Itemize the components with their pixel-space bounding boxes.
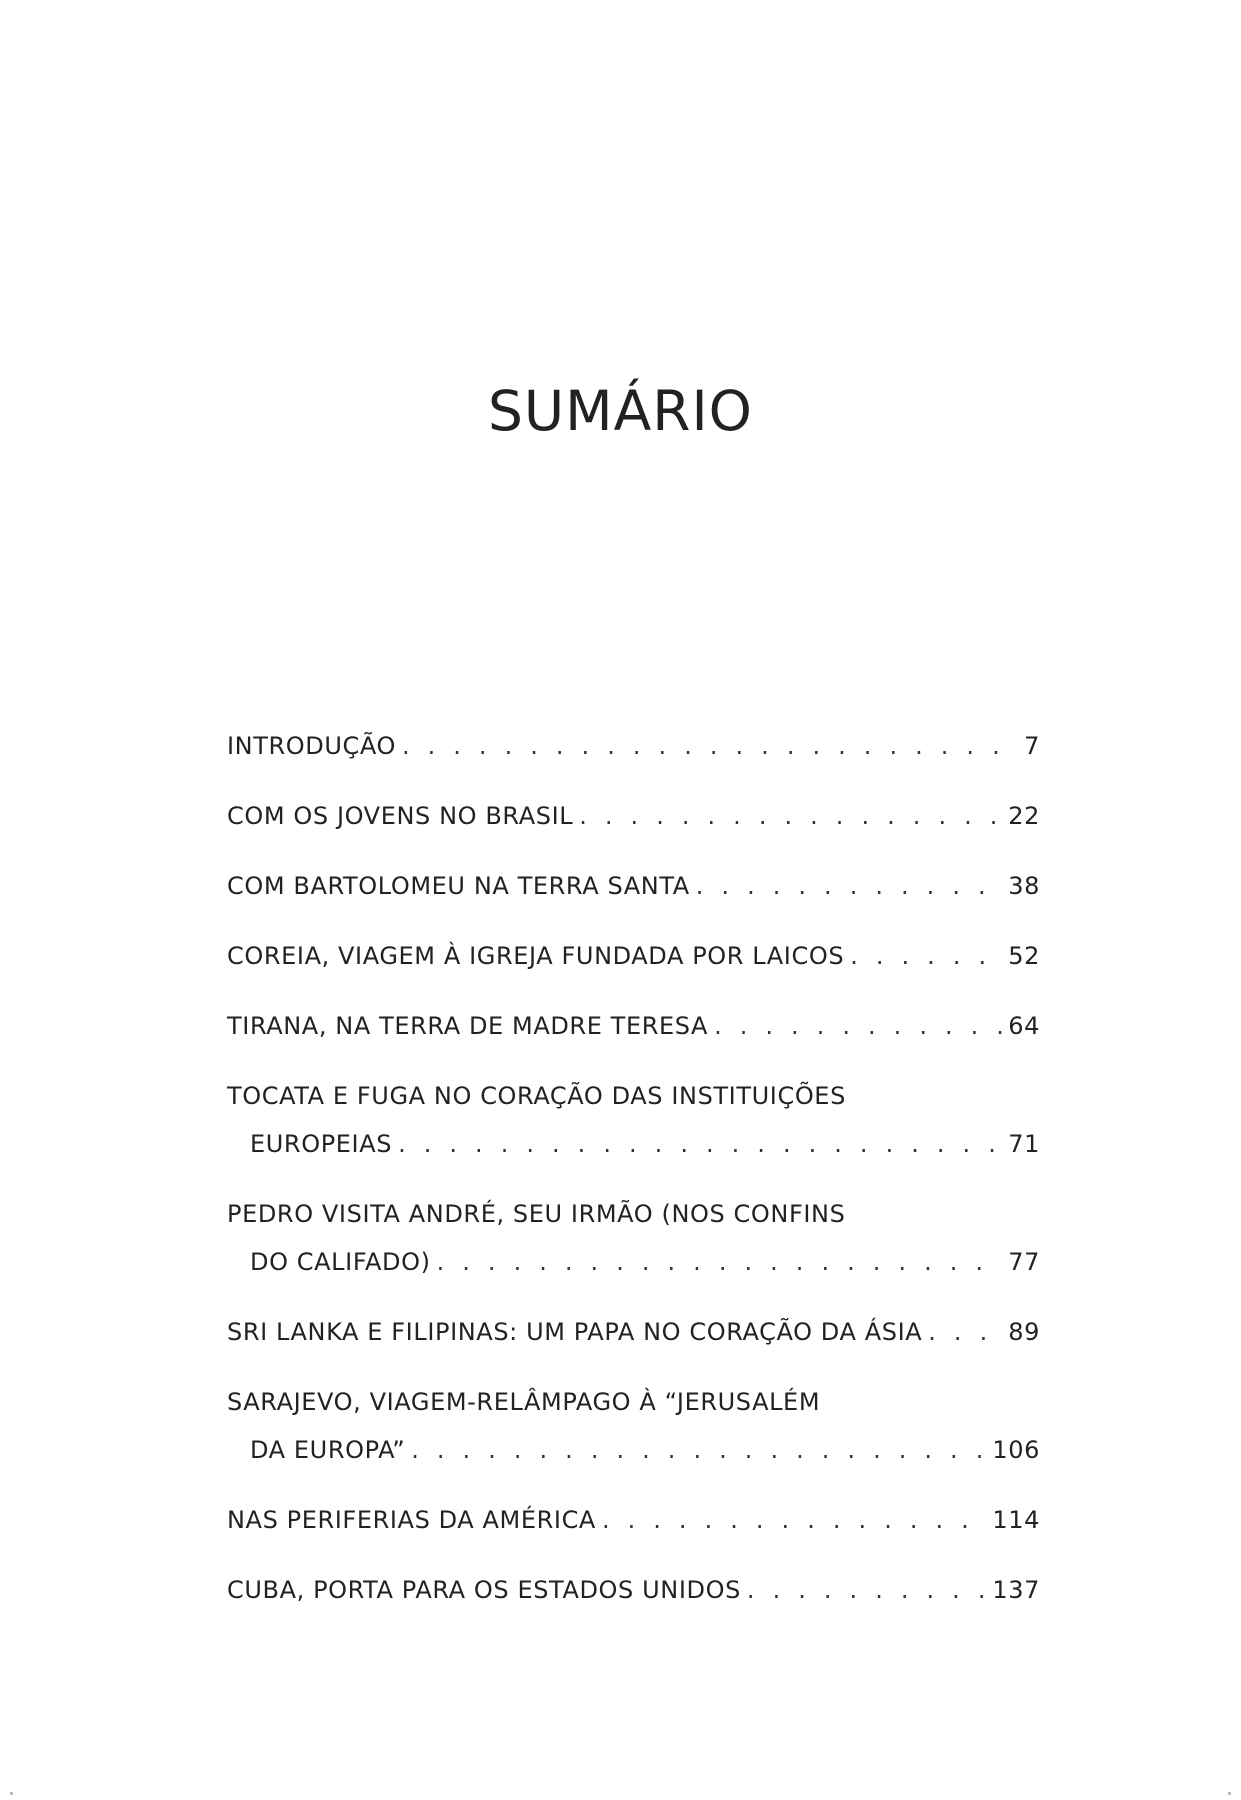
- toc-entry-page: 106: [992, 1436, 1040, 1464]
- toc-entry[interactable]: [227, 1568, 1040, 1613]
- toc-entry-page: 52: [1008, 942, 1040, 970]
- toc-entry[interactable]: [227, 724, 1040, 769]
- toc-entry[interactable]: [227, 794, 1040, 839]
- toc-entry-title: INTRODUÇÃO: [227, 732, 396, 760]
- toc-entry-page: 38: [1008, 872, 1040, 900]
- toc-entry-page: 137: [992, 1576, 1040, 1604]
- toc-entry-title: SARAJEVO, VIAGEM-RELÂMPAGO À “JERUSALÉM: [227, 1388, 821, 1416]
- toc-entry[interactable]: [227, 1310, 1040, 1355]
- toc-entry-page: 22: [1008, 802, 1040, 830]
- toc-entry[interactable]: [227, 1074, 1040, 1167]
- dot-leader: [602, 1498, 986, 1543]
- toc-entry-title: NAS PERIFERIAS DA AMÉRICA: [227, 1506, 596, 1534]
- toc-entry[interactable]: [227, 1004, 1040, 1049]
- toc-entry-page: 77: [1008, 1248, 1040, 1276]
- toc-entry[interactable]: [227, 934, 1040, 979]
- toc-entry-title: CUBA, PORTA PARA OS ESTADOS UNIDOS: [227, 1576, 741, 1604]
- dot-leader: [411, 1428, 986, 1473]
- dot-leader: [850, 934, 1002, 979]
- toc-entry[interactable]: [227, 1498, 1040, 1543]
- toc-entry-title: TIRANA, NA TERRA DE MADRE TERESA: [227, 1012, 709, 1040]
- crop-mark: [10, 1792, 13, 1795]
- toc-entry-title: COREIA, VIAGEM À IGREJA FUNDADA POR LAICOS: [227, 942, 845, 970]
- toc-entry-page: 89: [1008, 1318, 1040, 1346]
- toc-entry[interactable]: [227, 1380, 1040, 1473]
- toc-entry-title-continued: DA EUROPA”: [250, 1436, 406, 1464]
- toc-entry-title: COM OS JOVENS NO BRASIL: [227, 802, 574, 830]
- dot-leader: [696, 864, 1003, 909]
- page-title: SUMÁRIO: [488, 379, 753, 443]
- toc-entry-title: PEDRO VISITA ANDRÉ, SEU IRMÃO (NOS CONFINS: [227, 1200, 846, 1228]
- toc-entry-title-continued: EUROPEIAS: [250, 1130, 393, 1158]
- toc-entry[interactable]: [227, 1192, 1040, 1285]
- toc-entry-page: 64: [1008, 1012, 1040, 1040]
- dot-leader: [747, 1568, 986, 1613]
- dot-leader: [928, 1310, 1002, 1355]
- toc-entry-title: COM BARTOLOMEU NA TERRA SANTA: [227, 872, 690, 900]
- dot-leader: [402, 724, 1018, 769]
- toc-entry-title: SRI LANKA E FILIPINAS: UM PAPA NO CORAÇÃO DA ÁSIA: [227, 1318, 923, 1346]
- dot-leader: [579, 794, 1002, 839]
- toc-entry-page: 114: [992, 1506, 1040, 1534]
- toc-entry-page: 71: [1008, 1130, 1040, 1158]
- dot-leader: [437, 1240, 1003, 1285]
- toc-entry-title: TOCATA E FUGA NO CORAÇÃO DAS INSTITUIÇÕES: [227, 1082, 846, 1110]
- dot-leader: [714, 1004, 1002, 1049]
- toc-entry-page: 7: [1024, 732, 1040, 760]
- toc-entry-title-continued: DO CALIFADO): [250, 1248, 431, 1276]
- dot-leader: [398, 1122, 1002, 1167]
- toc-entry[interactable]: [227, 864, 1040, 909]
- crop-mark: [1228, 1792, 1231, 1795]
- table-of-contents: [227, 724, 1040, 1613]
